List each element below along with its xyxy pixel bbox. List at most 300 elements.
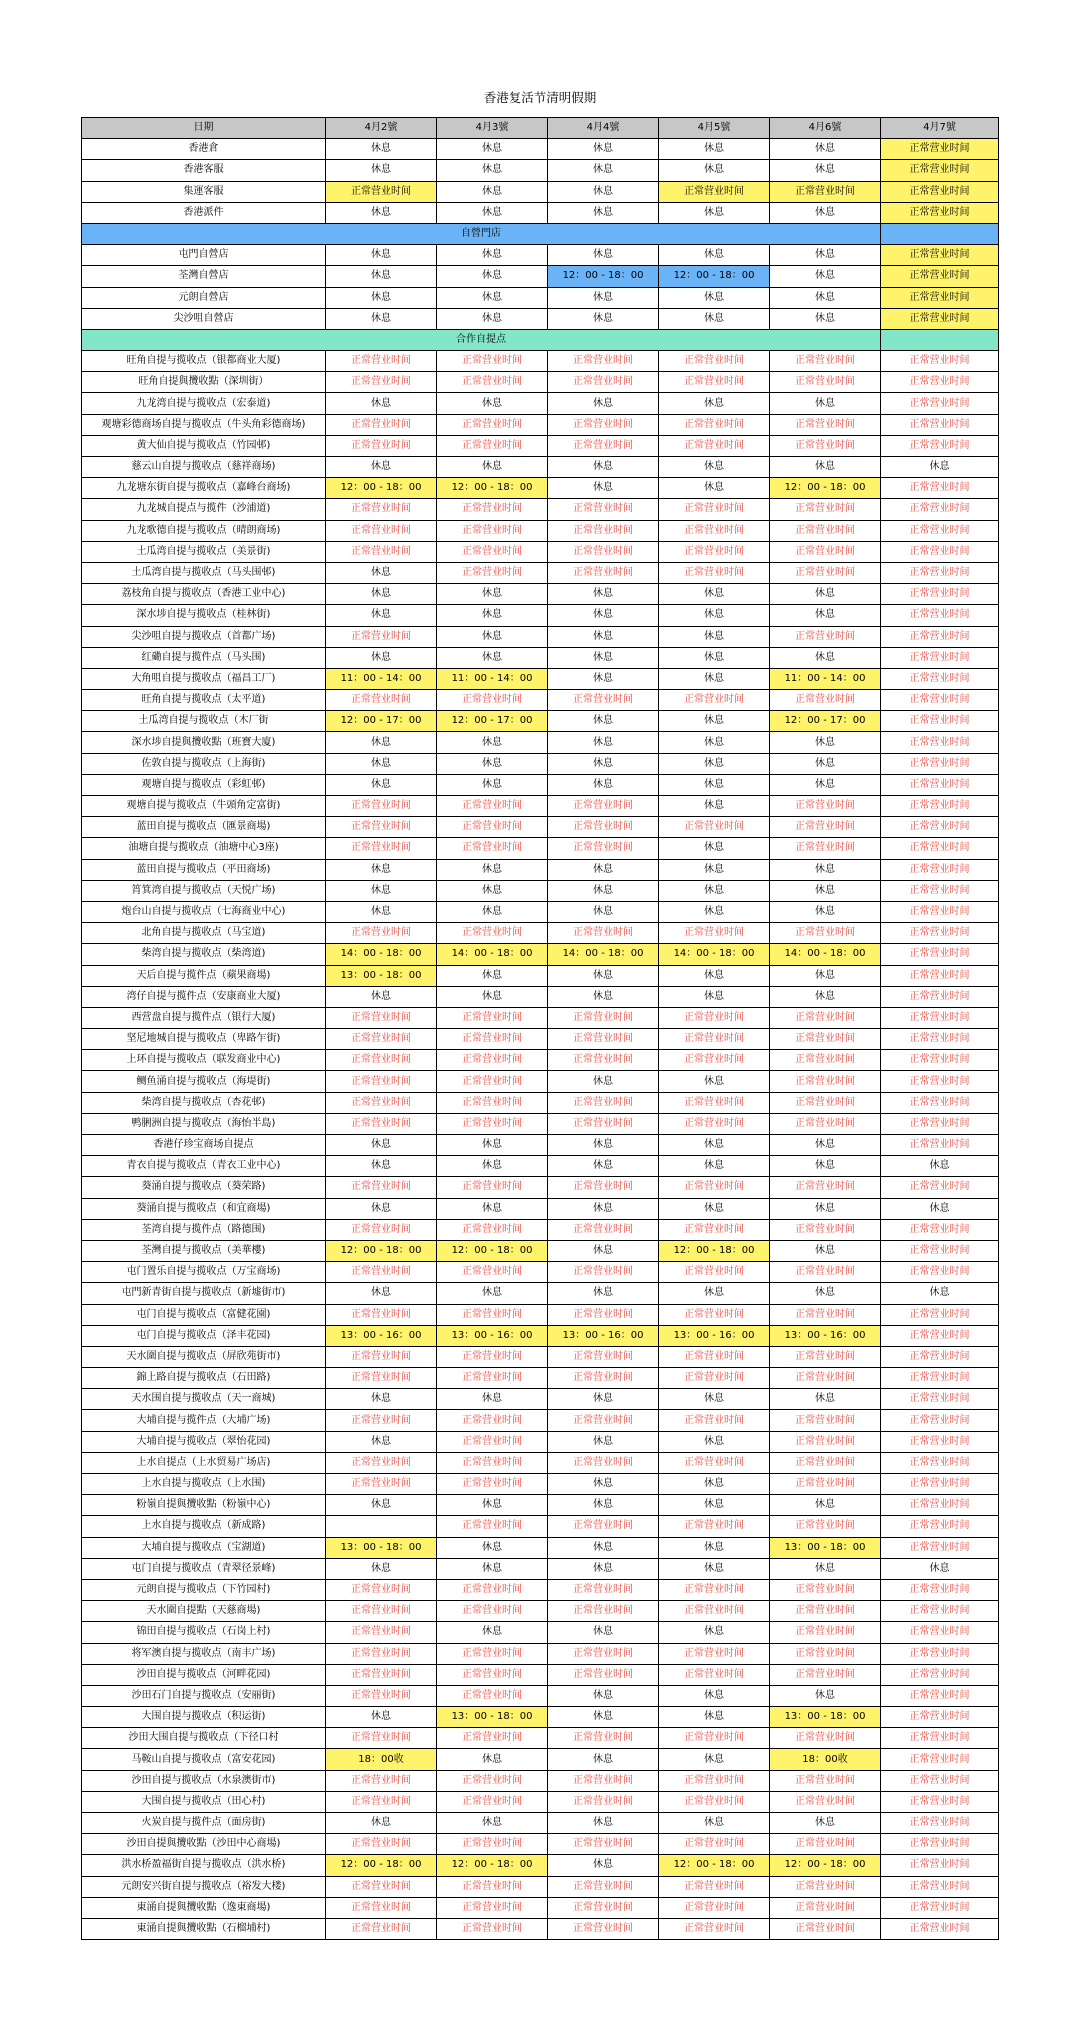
schedule-cell: 休息	[548, 1558, 659, 1579]
schedule-cell: 休息	[437, 1389, 548, 1410]
location-name: 香港仔珍宝商场自提点	[82, 1135, 326, 1156]
schedule-cell: 休息	[437, 287, 548, 308]
schedule-cell: 休息	[437, 965, 548, 986]
schedule-cell: 正常营业时间	[326, 923, 437, 944]
schedule-cell: 正常营业时间	[437, 1791, 548, 1812]
schedule-cell: 13：00 - 16：00	[326, 1325, 437, 1346]
schedule-cell: 正常营业时间	[881, 1728, 999, 1749]
schedule-cell: 正常营业时间	[881, 1346, 999, 1367]
schedule-cell: 休息	[659, 1495, 770, 1516]
schedule-cell: 休息	[548, 181, 659, 202]
schedule-cell: 正常营业时间	[770, 1834, 881, 1855]
schedule-cell: 正常营业时间	[770, 499, 881, 520]
schedule-cell: 休息	[770, 266, 881, 287]
header-day: 4月5號	[659, 118, 770, 139]
table-row	[82, 1050, 999, 1071]
schedule-cell: 正常营业时间	[326, 1876, 437, 1897]
header-date: 日期	[82, 118, 326, 139]
table-row	[82, 457, 999, 478]
schedule-cell: 休息	[659, 1622, 770, 1643]
location-name: 葵涌自提与揽收点（和宜商場)	[82, 1198, 326, 1219]
schedule-cell: 正常营业时间	[659, 414, 770, 435]
schedule-cell: 正常营业时间	[326, 796, 437, 817]
schedule-cell: 休息	[659, 287, 770, 308]
schedule-cell: 正常营业时间	[881, 499, 999, 520]
schedule-cell: 正常营业时间	[326, 1728, 437, 1749]
schedule-cell: 正常营业时间	[881, 796, 999, 817]
schedule-cell: 正常营业时间	[326, 690, 437, 711]
page-title: 香港复活节清明假期	[483, 90, 597, 105]
schedule-cell: 休息	[437, 901, 548, 922]
schedule-cell: 正常营业时间	[770, 1050, 881, 1071]
schedule-cell: 休息	[548, 1283, 659, 1304]
schedule-cell: 休息	[881, 1198, 999, 1219]
schedule-cell: 休息	[659, 1813, 770, 1834]
schedule-cell: 休息	[437, 880, 548, 901]
schedule-cell: 休息	[437, 1537, 548, 1558]
schedule-cell: 正常营业时间	[770, 1579, 881, 1600]
table-row	[82, 1749, 999, 1770]
location-name: 尖沙咀自提与揽收点（首都广场)	[82, 626, 326, 647]
schedule-cell: 正常营业时间	[437, 1177, 548, 1198]
schedule-cell: 休息	[770, 1198, 881, 1219]
location-name: 青衣自提与揽收点（青衣工业中心)	[82, 1156, 326, 1177]
schedule-cell: 休息	[326, 139, 437, 160]
schedule-cell: 休息	[548, 1622, 659, 1643]
schedule-cell: 休息	[770, 1156, 881, 1177]
schedule-cell: 正常营业时间	[437, 1452, 548, 1473]
schedule-cell: 休息	[326, 753, 437, 774]
schedule-cell: 正常营业时间	[881, 1177, 999, 1198]
schedule-cell: 休息	[770, 753, 881, 774]
table-row	[82, 1410, 999, 1431]
schedule-cell: 休息	[659, 1685, 770, 1706]
schedule-cell: 正常营业时间	[659, 1304, 770, 1325]
schedule-cell: 正常营业时间	[326, 1897, 437, 1918]
table-row	[82, 774, 999, 795]
schedule-cell: 正常营业时间	[770, 414, 881, 435]
table-row	[82, 1219, 999, 1240]
schedule-cell: 14：00 - 18：00	[437, 944, 548, 965]
location-name: 大角咀自提与揽收点（福昌工厂)	[82, 668, 326, 689]
table-row	[82, 1728, 999, 1749]
schedule-cell: 正常营业时间	[881, 1474, 999, 1495]
table-row	[82, 753, 999, 774]
schedule-cell: 14：00 - 18：00	[326, 944, 437, 965]
location-name: 荔枝角自提与揽收点（香港工业中心)	[82, 584, 326, 605]
schedule-cell: 13：00 - 18：00	[326, 965, 437, 986]
schedule-cell: 正常营业时间	[326, 351, 437, 372]
schedule-cell	[326, 1516, 437, 1537]
location-name: 大埔自提与揽收点（翠怡花园)	[82, 1431, 326, 1452]
table-row	[82, 1643, 999, 1664]
schedule-cell: 正常营业时间	[548, 1791, 659, 1812]
location-name: 筲箕湾自提与揽收点（天悦广场)	[82, 880, 326, 901]
location-name: 上水自提点（上水贸易广场店)	[82, 1452, 326, 1473]
schedule-cell: 休息	[326, 1283, 437, 1304]
schedule-cell: 正常营业时间	[548, 1643, 659, 1664]
table-row	[82, 605, 999, 626]
schedule-cell: 正常营业时间	[770, 1643, 881, 1664]
schedule-cell: 休息	[326, 1198, 437, 1219]
schedule-cell: 正常营业时间	[548, 1219, 659, 1240]
schedule-cell: 休息	[548, 1474, 659, 1495]
schedule-cell: 正常营业时间	[548, 796, 659, 817]
table-row	[82, 266, 999, 287]
schedule-cell: 正常营业时间	[770, 1601, 881, 1622]
schedule-cell: 休息	[326, 774, 437, 795]
schedule-cell: 正常营业时间	[437, 1474, 548, 1495]
schedule-cell: 正常营业时间	[881, 774, 999, 795]
table-row	[82, 1135, 999, 1156]
schedule-cell: 正常营业时间	[437, 520, 548, 541]
table-row	[82, 160, 999, 181]
location-name: 錦上路自提与揽收点（石田路)	[82, 1368, 326, 1389]
table-row	[82, 1685, 999, 1706]
table-row	[82, 414, 999, 435]
schedule-cell: 休息	[548, 1685, 659, 1706]
schedule-cell: 正常营业时间	[659, 1643, 770, 1664]
schedule-cell: 正常营业时间	[770, 1007, 881, 1028]
table-row	[82, 562, 999, 583]
table-row	[82, 499, 999, 520]
schedule-cell: 正常营业时间	[326, 372, 437, 393]
location-name: 土瓜湾自提与揽收点（马头围邨)	[82, 562, 326, 583]
table-row	[82, 965, 999, 986]
schedule-cell: 休息	[437, 1156, 548, 1177]
table-row	[82, 1791, 999, 1812]
schedule-cell: 休息	[437, 732, 548, 753]
table-row	[82, 1813, 999, 1834]
header-day: 4月2號	[326, 118, 437, 139]
schedule-cell: 正常营业时间	[881, 1007, 999, 1028]
schedule-cell: 正常营业时间	[437, 1897, 548, 1918]
location-name: 九龙塘东街自提与揽收点（嘉峰台商场)	[82, 478, 326, 499]
schedule-cell: 休息	[548, 478, 659, 499]
schedule-cell: 正常营业时间	[437, 1113, 548, 1134]
table-row	[82, 647, 999, 668]
schedule-cell: 休息	[437, 1198, 548, 1219]
schedule-cell: 休息	[326, 605, 437, 626]
table-row	[82, 732, 999, 753]
schedule-cell: 正常营业时间	[548, 1410, 659, 1431]
schedule-cell: 正常营业时间	[770, 1474, 881, 1495]
schedule-cell: 休息	[548, 1431, 659, 1452]
schedule-cell: 正常营业时间	[326, 1050, 437, 1071]
schedule-cell: 休息	[659, 732, 770, 753]
schedule-cell: 正常营业时间	[770, 1897, 881, 1918]
table-row	[82, 1198, 999, 1219]
schedule-cell: 正常营业时间	[326, 181, 437, 202]
schedule-cell: 正常营业时间	[770, 1092, 881, 1113]
schedule-cell: 正常营业时间	[548, 1177, 659, 1198]
location-name: 洪水桥盈福街自提与揽收点（洪水桥)	[82, 1855, 326, 1876]
header-day: 4月6號	[770, 118, 881, 139]
schedule-cell: 休息	[659, 774, 770, 795]
location-name: 北角自提与揽收点（马宝道)	[82, 923, 326, 944]
table-row	[82, 711, 999, 732]
section-spacer	[881, 329, 999, 350]
schedule-cell: 正常营业时间	[437, 541, 548, 562]
schedule-cell: 正常营业时间	[548, 1029, 659, 1050]
schedule-cell: 正常营业时间	[437, 1071, 548, 1092]
schedule-cell: 正常营业时间	[881, 1325, 999, 1346]
schedule-cell: 休息	[659, 1431, 770, 1452]
schedule-cell: 正常营业时间	[659, 562, 770, 583]
schedule-cell: 正常营业时间	[437, 499, 548, 520]
schedule-cell: 12：00 - 18：00	[326, 1855, 437, 1876]
schedule-cell: 正常营业时间	[437, 1368, 548, 1389]
location-name: 柴湾自提与揽收点（杏花邨)	[82, 1092, 326, 1113]
schedule-cell: 休息	[770, 965, 881, 986]
schedule-cell: 休息	[659, 605, 770, 626]
schedule-cell: 正常营业时间	[881, 181, 999, 202]
schedule-cell: 休息	[437, 245, 548, 266]
table-row	[82, 796, 999, 817]
schedule-cell: 正常营业时间	[437, 690, 548, 711]
schedule-cell: 正常营业时间	[437, 817, 548, 838]
table-row	[82, 1876, 999, 1897]
schedule-cell: 正常营业时间	[770, 923, 881, 944]
schedule-cell: 正常营业时间	[437, 1007, 548, 1028]
table-row	[82, 1304, 999, 1325]
schedule-cell: 休息	[548, 965, 659, 986]
location-name: 東涌自提與攬收點（逸東商場)	[82, 1897, 326, 1918]
schedule-cell: 正常营业时间	[437, 1516, 548, 1537]
location-name: 将军澳自提与揽收点（南丰广场)	[82, 1643, 326, 1664]
table-row	[82, 1346, 999, 1367]
schedule-cell: 正常营业时间	[770, 1219, 881, 1240]
header-row	[82, 118, 999, 139]
schedule-cell: 正常营业时间	[770, 1876, 881, 1897]
schedule-cell: 14：00 - 18：00	[659, 944, 770, 965]
schedule-cell: 正常营业时间	[770, 1918, 881, 1939]
schedule-cell: 休息	[548, 139, 659, 160]
schedule-cell: 正常营业时间	[548, 1918, 659, 1939]
schedule-cell: 休息	[659, 1558, 770, 1579]
table-row	[82, 1558, 999, 1579]
location-name: 蓝田自提与揽收点（匯景商場)	[82, 817, 326, 838]
table-row	[82, 1262, 999, 1283]
table-row	[82, 139, 999, 160]
schedule-cell: 休息	[326, 986, 437, 1007]
schedule-cell: 正常营业时间	[770, 435, 881, 456]
schedule-cell: 正常营业时间	[326, 626, 437, 647]
table-row	[82, 1770, 999, 1791]
schedule-cell: 正常营业时间	[437, 1262, 548, 1283]
schedule-cell: 正常营业时间	[326, 1029, 437, 1050]
schedule-cell: 13：00 - 16：00	[548, 1325, 659, 1346]
schedule-cell: 正常营业时间	[326, 1346, 437, 1367]
schedule-cell: 休息	[437, 1749, 548, 1770]
schedule-cell: 休息	[548, 287, 659, 308]
schedule-cell: 休息	[659, 796, 770, 817]
schedule-cell: 休息	[659, 139, 770, 160]
location-name: 九龙歌德自提与揽收点（晴朗商场)	[82, 520, 326, 541]
schedule-cell: 正常营业时间	[326, 1071, 437, 1092]
schedule-cell: 正常营业时间	[770, 1410, 881, 1431]
schedule-cell: 正常营业时间	[881, 1368, 999, 1389]
location-name: 天水围自提与揽收点（天一商城)	[82, 1389, 326, 1410]
schedule-cell: 休息	[770, 584, 881, 605]
schedule-cell: 正常营业时间	[770, 690, 881, 711]
schedule-cell: 正常营业时间	[437, 1918, 548, 1939]
schedule-cell: 正常营业时间	[881, 1050, 999, 1071]
schedule-cell: 正常营业时间	[326, 1834, 437, 1855]
schedule-cell: 正常营业时间	[881, 266, 999, 287]
schedule-cell: 休息	[326, 245, 437, 266]
table-row	[82, 859, 999, 880]
schedule-cell: 休息	[548, 1495, 659, 1516]
schedule-cell: 正常营业时间	[881, 1579, 999, 1600]
schedule-cell: 正常营业时间	[548, 499, 659, 520]
schedule-cell: 正常营业时间	[437, 414, 548, 435]
schedule-cell: 休息	[770, 202, 881, 223]
schedule-cell: 休息	[548, 1389, 659, 1410]
schedule-cell: 休息	[659, 647, 770, 668]
schedule-cell: 休息	[548, 901, 659, 922]
schedule-cell: 休息	[770, 287, 881, 308]
location-name: 西营盘自提与揽件点（银行大厦)	[82, 1007, 326, 1028]
schedule-cell: 12：00 - 18：00	[437, 1240, 548, 1261]
schedule-cell: 正常营业时间	[548, 1092, 659, 1113]
location-name: 油塘自提与揽收点（油塘中心3座)	[82, 838, 326, 859]
schedule-cell: 休息	[326, 1813, 437, 1834]
schedule-cell: 休息	[548, 584, 659, 605]
table-row	[82, 245, 999, 266]
location-name: 沙田石门自提与揽收点（安丽街)	[82, 1685, 326, 1706]
schedule-cell: 正常营业时间	[770, 541, 881, 562]
schedule-cell: 正常营业时间	[659, 1897, 770, 1918]
schedule-cell: 休息	[326, 160, 437, 181]
schedule-cell: 正常营业时间	[326, 520, 437, 541]
schedule-cell: 正常营业时间	[770, 796, 881, 817]
schedule-cell: 正常营业时间	[659, 1029, 770, 1050]
schedule-cell: 正常营业时间	[659, 1346, 770, 1367]
table-row	[82, 1177, 999, 1198]
schedule-cell: 休息	[548, 732, 659, 753]
schedule-cell: 休息	[437, 308, 548, 329]
schedule-cell: 13：00 - 18：00	[437, 1707, 548, 1728]
schedule-cell: 正常营业时间	[326, 1092, 437, 1113]
schedule-cell: 正常营业时间	[437, 1431, 548, 1452]
table-row	[82, 1474, 999, 1495]
location-name: 深水埗自提與攬收點（班寶大廈)	[82, 732, 326, 753]
schedule-cell: 休息	[770, 1813, 881, 1834]
schedule-cell: 正常营业时间	[881, 986, 999, 1007]
location-name: 香港倉	[82, 139, 326, 160]
schedule-cell: 休息	[326, 266, 437, 287]
schedule-cell: 14：00 - 18：00	[548, 944, 659, 965]
schedule-cell: 休息	[770, 393, 881, 414]
schedule-cell: 休息	[548, 1240, 659, 1261]
schedule-cell: 正常营业时间	[326, 1685, 437, 1706]
schedule-cell: 正常营业时间	[881, 1029, 999, 1050]
schedule-cell: 正常营业时间	[881, 139, 999, 160]
schedule-cell: 正常营业时间	[548, 838, 659, 859]
table-row	[82, 1156, 999, 1177]
schedule-cell: 休息	[437, 160, 548, 181]
table-row	[82, 1516, 999, 1537]
schedule-cell: 正常营业时间	[881, 668, 999, 689]
schedule-cell: 正常营业时间	[881, 1135, 999, 1156]
schedule-cell: 休息	[659, 202, 770, 223]
schedule-cell: 12：00 - 18：00	[326, 1240, 437, 1261]
schedule-cell: 12：00 - 18：00	[437, 478, 548, 499]
schedule-cell: 正常营业时间	[437, 1728, 548, 1749]
schedule-cell: 正常营业时间	[548, 1516, 659, 1537]
schedule-cell: 正常营业时间	[881, 605, 999, 626]
location-name: 炮台山自提与揽收点（七海商业中心)	[82, 901, 326, 922]
schedule-cell: 休息	[770, 245, 881, 266]
location-name: 天水圍自提點（天慈商場)	[82, 1601, 326, 1622]
schedule-cell: 休息	[326, 859, 437, 880]
table-row	[82, 1707, 999, 1728]
schedule-cell: 正常营业时间	[659, 1516, 770, 1537]
section-spacer	[881, 223, 999, 244]
schedule-cell: 正常营业时间	[881, 965, 999, 986]
schedule-cell: 休息	[548, 1749, 659, 1770]
schedule-cell: 休息	[326, 1389, 437, 1410]
schedule-cell: 正常营业时间	[881, 520, 999, 541]
schedule-cell: 正常营业时间	[326, 1579, 437, 1600]
schedule-cell: 正常营业时间	[326, 435, 437, 456]
table-row	[82, 287, 999, 308]
location-name: 鸭脷洲自提与揽收点（海怡半島)	[82, 1113, 326, 1134]
schedule-cell: 正常营业时间	[326, 1622, 437, 1643]
schedule-cell: 正常营业时间	[437, 562, 548, 583]
schedule-cell: 正常营业时间	[881, 1876, 999, 1897]
schedule-cell: 休息	[659, 393, 770, 414]
location-name: 九龙城自提点与揽件（沙浦道)	[82, 499, 326, 520]
schedule-cell: 休息	[659, 901, 770, 922]
schedule-cell: 正常营业时间	[770, 1516, 881, 1537]
schedule-cell: 正常营业时间	[326, 1643, 437, 1664]
schedule-cell: 正常营业时间	[770, 1431, 881, 1452]
schedule-cell: 休息	[770, 774, 881, 795]
table-row	[82, 351, 999, 372]
schedule-cell: 正常营业时间	[881, 753, 999, 774]
schedule-cell: 正常营业时间	[881, 711, 999, 732]
schedule-cell: 休息	[548, 202, 659, 223]
location-name: 屯门自提与揽收点（泽丰花园)	[82, 1325, 326, 1346]
schedule-cell: 正常营业时间	[659, 1918, 770, 1939]
header-day: 4月4號	[548, 118, 659, 139]
schedule-cell: 正常营业时间	[548, 1007, 659, 1028]
location-name: 大围自提与揽收点（田心村)	[82, 1791, 326, 1812]
schedule-cell: 休息	[659, 986, 770, 1007]
schedule-cell: 正常营业时间	[659, 1092, 770, 1113]
schedule-cell: 休息	[659, 1749, 770, 1770]
schedule-cell: 正常营业时间	[326, 838, 437, 859]
location-name: 鲗鱼涌自提与揽收点（海堤街)	[82, 1071, 326, 1092]
table-row	[82, 944, 999, 965]
schedule-cell: 正常营业时间	[548, 1452, 659, 1473]
schedule-cell: 正常营业时间	[770, 1452, 881, 1473]
table-row	[82, 1918, 999, 1939]
schedule-cell: 正常营业时间	[881, 1262, 999, 1283]
schedule-cell: 休息	[548, 668, 659, 689]
schedule-cell: 休息	[770, 1135, 881, 1156]
table-row	[82, 520, 999, 541]
schedule-cell: 正常营业时间	[437, 796, 548, 817]
schedule-cell: 正常营业时间	[881, 1304, 999, 1325]
schedule-body	[82, 139, 999, 1940]
schedule-cell: 正常营业时间	[659, 435, 770, 456]
schedule-cell: 正常营业时间	[659, 1876, 770, 1897]
schedule-cell: 休息	[659, 1283, 770, 1304]
schedule-cell: 正常营业时间	[881, 414, 999, 435]
